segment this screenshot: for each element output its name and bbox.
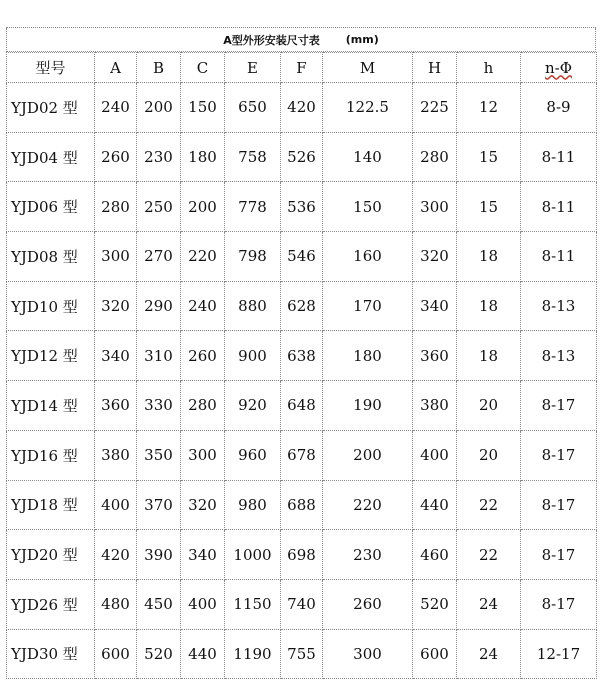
value-cell: 400 [181, 579, 225, 629]
column-header-label: n-Φ [544, 58, 573, 77]
value-cell: 230 [137, 132, 181, 182]
value-cell: 758 [225, 132, 281, 182]
table-body [7, 83, 597, 679]
column-header [281, 53, 323, 83]
value-cell: 980 [225, 480, 281, 530]
table-row [7, 83, 597, 133]
value-cell: 778 [225, 182, 281, 232]
column-header-label: 型号 [35, 59, 66, 77]
value-cell: 8-13 [521, 281, 597, 331]
value-cell: 18 [457, 281, 521, 331]
value-cell: 360 [95, 381, 137, 431]
value-cell: 180 [323, 331, 413, 381]
value-cell: 330 [137, 381, 181, 431]
model-cell: YJD30 型 [7, 629, 95, 679]
value-cell: 240 [95, 83, 137, 133]
table-row [7, 132, 597, 182]
value-cell: 200 [181, 182, 225, 232]
value-cell: 698 [281, 530, 323, 580]
value-cell: 320 [95, 281, 137, 331]
table-row [7, 281, 597, 331]
value-cell: 600 [95, 629, 137, 679]
value-cell: 230 [323, 530, 413, 580]
model-cell: YJD02 型 [7, 83, 95, 133]
value-cell: 12-17 [521, 629, 597, 679]
value-cell: 18 [457, 232, 521, 282]
table-row [7, 579, 597, 629]
value-cell: 225 [413, 83, 457, 133]
value-cell: 440 [181, 629, 225, 679]
value-cell: 960 [225, 430, 281, 480]
value-cell: 520 [137, 629, 181, 679]
value-cell: 12 [457, 83, 521, 133]
value-cell: 8-13 [521, 331, 597, 381]
value-cell: 360 [413, 331, 457, 381]
column-header-label: H [427, 58, 442, 77]
value-cell: 300 [323, 629, 413, 679]
value-cell: 628 [281, 281, 323, 331]
value-cell: 280 [413, 132, 457, 182]
value-cell: 1150 [225, 579, 281, 629]
value-cell: 18 [457, 331, 521, 381]
value-cell: 648 [281, 381, 323, 431]
value-cell: 900 [225, 331, 281, 381]
value-cell: 8-17 [521, 530, 597, 580]
value-cell: 270 [137, 232, 181, 282]
value-cell: 740 [281, 579, 323, 629]
value-cell: 8-11 [521, 132, 597, 182]
value-cell: 160 [323, 232, 413, 282]
value-cell: 526 [281, 132, 323, 182]
value-cell: 8-17 [521, 579, 597, 629]
value-cell: 8-17 [521, 480, 597, 530]
value-cell: 420 [95, 530, 137, 580]
model-cell: YJD18 型 [7, 480, 95, 530]
dimension-table [6, 52, 597, 679]
value-cell: 300 [413, 182, 457, 232]
value-cell: 15 [457, 132, 521, 182]
table-title-row [6, 28, 596, 52]
value-cell: 688 [281, 480, 323, 530]
value-cell: 460 [413, 530, 457, 580]
value-cell: 440 [413, 480, 457, 530]
value-cell: 450 [137, 579, 181, 629]
value-cell: 15 [457, 182, 521, 232]
table-row [7, 530, 597, 580]
model-cell: YJD14 型 [7, 381, 95, 431]
value-cell: 22 [457, 530, 521, 580]
model-cell: YJD26 型 [7, 579, 95, 629]
value-cell: 150 [323, 182, 413, 232]
value-cell: 24 [457, 629, 521, 679]
value-cell: 880 [225, 281, 281, 331]
value-cell: 8-11 [521, 232, 597, 282]
value-cell: 920 [225, 381, 281, 431]
value-cell: 24 [457, 579, 521, 629]
model-cell: YJD16 型 [7, 430, 95, 480]
column-header [521, 53, 597, 83]
value-cell: 122.5 [323, 83, 413, 133]
value-cell: 340 [181, 530, 225, 580]
value-cell: 380 [95, 430, 137, 480]
value-cell: 20 [457, 430, 521, 480]
value-cell: 290 [137, 281, 181, 331]
column-header-label: B [152, 58, 165, 77]
value-cell: 150 [181, 83, 225, 133]
value-cell: 536 [281, 182, 323, 232]
model-cell: YJD12 型 [7, 331, 95, 381]
model-cell: YJD20 型 [7, 530, 95, 580]
table-title: A型外形安装尺寸表 [223, 33, 320, 47]
value-cell: 400 [95, 480, 137, 530]
dimension-sheet [6, 0, 596, 679]
value-cell: 250 [137, 182, 181, 232]
table-row [7, 629, 597, 679]
value-cell: 8-11 [521, 182, 597, 232]
value-cell: 520 [413, 579, 457, 629]
value-cell: 22 [457, 480, 521, 530]
value-cell: 798 [225, 232, 281, 282]
value-cell: 1000 [225, 530, 281, 580]
value-cell: 650 [225, 83, 281, 133]
value-cell: 340 [95, 331, 137, 381]
value-cell: 200 [137, 83, 181, 133]
top-border [6, 27, 596, 28]
value-cell: 340 [413, 281, 457, 331]
value-cell: 170 [323, 281, 413, 331]
column-header-label: M [359, 58, 376, 77]
value-cell: 350 [137, 430, 181, 480]
column-header [137, 53, 181, 83]
table-unit: (mm) [345, 33, 379, 46]
table-row [7, 232, 597, 282]
value-cell: 400 [413, 430, 457, 480]
value-cell: 310 [137, 331, 181, 381]
table-row [7, 182, 597, 232]
table-row [7, 430, 597, 480]
value-cell: 140 [323, 132, 413, 182]
value-cell: 280 [95, 182, 137, 232]
value-cell: 370 [137, 480, 181, 530]
column-header [457, 53, 521, 83]
model-cell: YJD08 型 [7, 232, 95, 282]
value-cell: 180 [181, 132, 225, 182]
value-cell: 220 [323, 480, 413, 530]
value-cell: 755 [281, 629, 323, 679]
column-header [323, 53, 413, 83]
column-header [95, 53, 137, 83]
column-header [181, 53, 225, 83]
value-cell: 260 [95, 132, 137, 182]
value-cell: 380 [413, 381, 457, 431]
value-cell: 200 [323, 430, 413, 480]
value-cell: 220 [181, 232, 225, 282]
value-cell: 190 [323, 381, 413, 431]
value-cell: 260 [181, 331, 225, 381]
value-cell: 420 [281, 83, 323, 133]
value-cell: 320 [181, 480, 225, 530]
value-cell: 320 [413, 232, 457, 282]
column-header [413, 53, 457, 83]
table-row [7, 381, 597, 431]
value-cell: 546 [281, 232, 323, 282]
value-cell: 300 [95, 232, 137, 282]
value-cell: 20 [457, 381, 521, 431]
column-header-label: F [296, 58, 307, 77]
value-cell: 300 [181, 430, 225, 480]
column-header-label: E [247, 58, 258, 77]
column-header-label: h [483, 58, 494, 77]
header-row [7, 53, 597, 83]
table-row [7, 331, 597, 381]
value-cell: 8-9 [521, 83, 597, 133]
table-row [7, 480, 597, 530]
column-header [225, 53, 281, 83]
column-header-label: C [196, 58, 209, 77]
value-cell: 600 [413, 629, 457, 679]
value-cell: 240 [181, 281, 225, 331]
value-cell: 8-17 [521, 430, 597, 480]
value-cell: 280 [181, 381, 225, 431]
value-cell: 390 [137, 530, 181, 580]
value-cell: 480 [95, 579, 137, 629]
model-cell: YJD10 型 [7, 281, 95, 331]
column-header-label: A [110, 58, 121, 77]
value-cell: 1190 [225, 629, 281, 679]
value-cell: 678 [281, 430, 323, 480]
column-header [7, 53, 95, 83]
model-cell: YJD06 型 [7, 182, 95, 232]
value-cell: 8-17 [521, 381, 597, 431]
value-cell: 260 [323, 579, 413, 629]
model-cell: YJD04 型 [7, 132, 95, 182]
value-cell: 638 [281, 331, 323, 381]
